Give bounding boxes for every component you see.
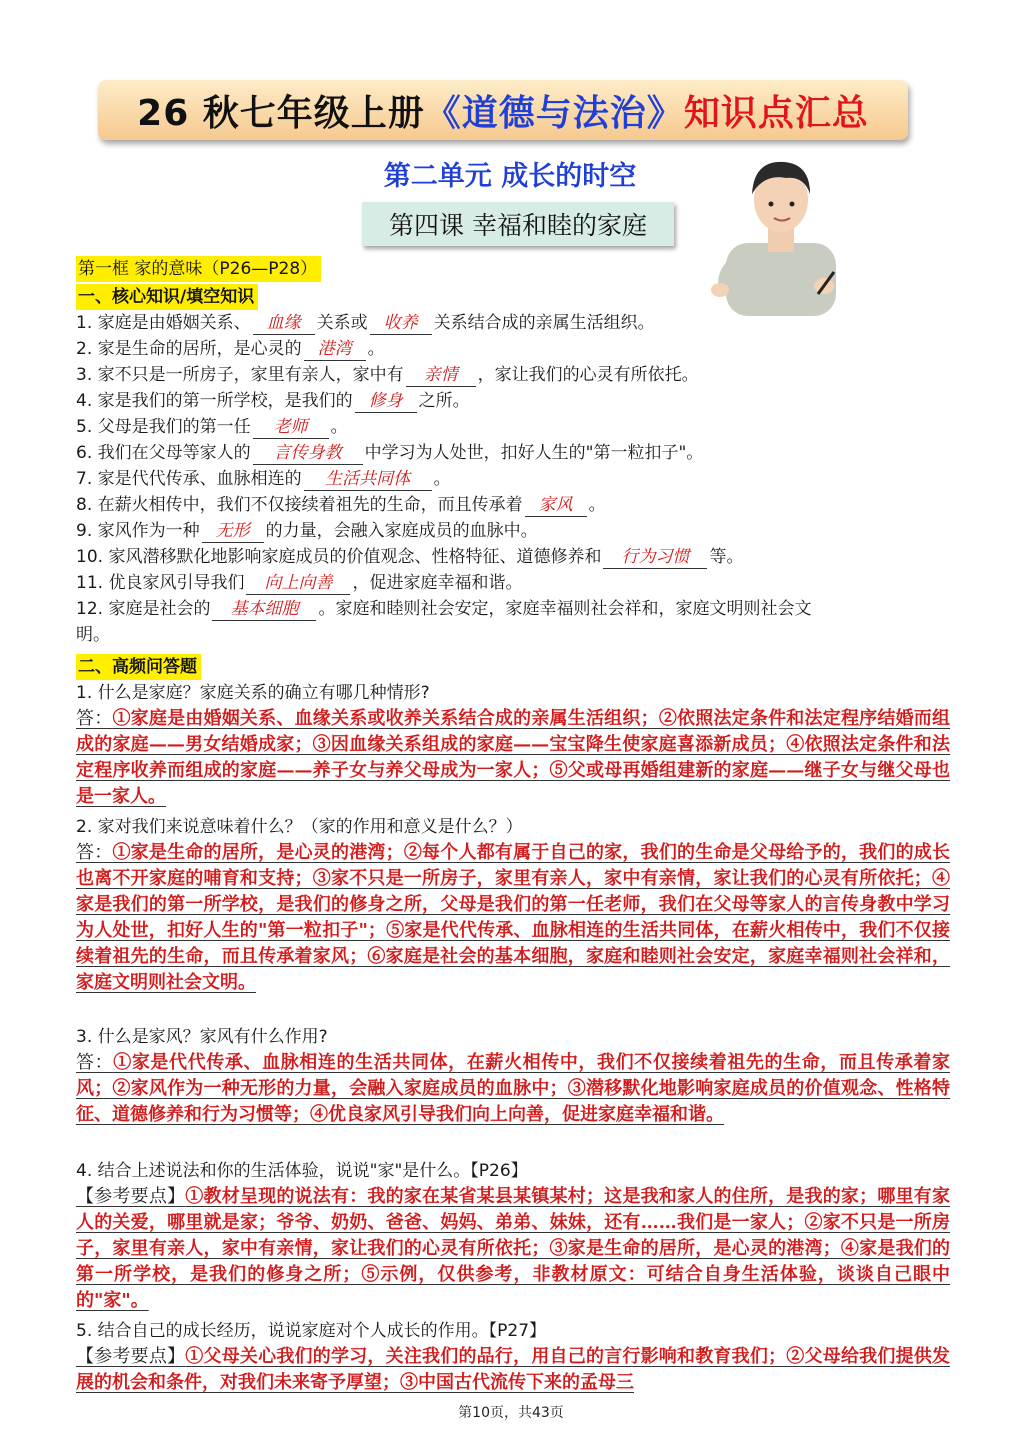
fill-blank: 向上向善 xyxy=(246,572,350,595)
fill-blank: 收养 xyxy=(370,312,432,335)
fill-blank: 修身 xyxy=(355,390,417,413)
fill-blank: 基本细胞 xyxy=(212,598,316,621)
fill-text: 。家庭和睦则社会安定，家庭幸福则社会祥和，家庭文明则社会文 xyxy=(318,599,812,619)
fill-blank: 亲情 xyxy=(406,364,476,387)
qa-answer xyxy=(76,1344,950,1396)
fill-item xyxy=(76,544,950,570)
fill-item xyxy=(76,414,950,440)
fill-text: 。 xyxy=(330,417,348,437)
fill-text: ，促进家庭幸福和谐。 xyxy=(352,573,523,593)
section-qa-title: 二、高频问答题 xyxy=(76,654,201,680)
fill-text: 10. 家风潜移默化地影响家庭成员的价值观念、性格特征、道德修养和 xyxy=(76,547,602,567)
qa-answer xyxy=(76,1184,950,1314)
fill-blank: 行为习惯 xyxy=(603,546,707,569)
fill-item xyxy=(76,492,950,518)
lesson-title: 第四课 幸福和睦的家庭 xyxy=(362,202,674,246)
fill-text: 3. 家不只是一所房子，家里有亲人，家中有 xyxy=(76,365,404,385)
page-number: 第10页，共43页 xyxy=(458,1405,564,1421)
qa-question: 3. 什么是家风？家风有什么作用? xyxy=(76,1027,328,1047)
answer-lead: 【参考要点】 xyxy=(76,1346,186,1367)
qa-question: 1. 什么是家庭？家庭关系的确立有哪几种情形? xyxy=(76,683,430,703)
qa-item xyxy=(76,814,950,1024)
page-banner xyxy=(98,80,908,140)
answer-lead: 【参考要点】 xyxy=(76,1186,186,1207)
fill-text: 1. 家庭是由婚姻关系、 xyxy=(76,313,251,333)
unit-title: 第二单元 成长的时空 xyxy=(383,161,637,192)
fill-blank: 生活共同体 xyxy=(304,468,432,491)
qa-answer xyxy=(76,840,950,996)
fill-text: 。 xyxy=(433,469,451,489)
fill-text: 11. 优良家风引导我们 xyxy=(76,573,245,593)
fill-item xyxy=(76,440,950,466)
answer-text: ①家是代代传承、血脉相连的生活共同体，在薪火相传中，我们不仅接续着祖先的生命，而且传承着家风；②家风作为一种无形的力量，会融入家庭成员的血脉中；③潜移默化地影响家庭成员的价值观念、性格特征、道德修养和行为习惯等；④优良家风引导我们向上向善，促进家庭幸福和谐。 xyxy=(76,1052,950,1125)
banner-grade: 26 秋七年级上册 xyxy=(137,92,425,134)
fill-text: 的力量，会融入家庭成员的血脉中。 xyxy=(265,521,538,541)
answer-text: ①家是生命的居所，是心灵的港湾；②每个人都有属于自己的家，我们的生命是父母给予的，我们的成长也离不开家庭的哺育和支持；③家不只是一所房子，家里有亲人，家中有亲情，家让我们的心灵有所依托；④家是我们的第一所学校，是我们的修身之所，父母是我们的第一任老师，我们在父母等家人的言传身教中学习为人处世，扣好人生的"第一粒扣子"；⑤家是代代传承、血脉相连的生活共同体，在薪火相传中，我们不仅接续着祖先的生命，而且传承着家风；⑥家庭是社会的基本细胞，家庭和睦则社会安定，家庭幸福则社会祥和，家庭文明则社会文明。 xyxy=(76,842,951,993)
answer-text: ①教材呈现的说法有：我的家在某省某县某镇某村；这是我和家人的住所，是我的家；哪里有家人的关爱，哪里就是家；爷爷、奶奶、爸爸、妈妈、弟弟、妹妹，还有……我们是一家人；②家不只是一所房子，家里有亲人，家中有亲情，家让我们的心灵有所依托；③家是生命的居所，是心灵的港湾；④家是我们的第一所学校，是我们的修身之所；⑤示例，仅供参考，非教材原文：可结合自身生活体验，谈谈自己眼中的"家"。 xyxy=(76,1186,951,1311)
answer-lead: 答： xyxy=(76,842,113,863)
qa-item xyxy=(76,1024,950,1156)
banner-subject: 《道德与法治》 xyxy=(424,92,684,134)
fill-text: 9. 家风作为一种 xyxy=(76,521,200,541)
qa-item xyxy=(76,680,950,812)
fill-text: 12. 家庭是社会的 xyxy=(76,599,211,619)
qa-question: 5. 结合自己的成长经历，说说家庭对个人成长的作用。【P27】 xyxy=(76,1321,547,1341)
fill-item xyxy=(76,596,950,622)
fill-item xyxy=(76,388,950,414)
fill-text: 5. 父母是我们的第一任 xyxy=(76,417,251,437)
fill-text: 关系或 xyxy=(316,313,368,333)
fill-item xyxy=(76,310,950,336)
fill-blank: 老师 xyxy=(253,416,329,439)
qa-question: 2. 家对我们来说意味着什么？（家的作用和意义是什么？） xyxy=(76,817,523,837)
fill-text: 4. 家是我们的第一所学校，是我们的 xyxy=(76,391,353,411)
fill-text: 等。 xyxy=(709,547,744,567)
fill-blank: 家风 xyxy=(525,494,587,517)
answer-text: ①父母关心我们的学习，关注我们的品行，用自己的言行影响和教育我们；②父母给我们提供发展的机会和条件，对我们未来寄予厚望；③中国古代流传下来的孟母三 xyxy=(76,1346,950,1393)
fill-item-continuation: 明。 xyxy=(76,625,110,645)
qa-item xyxy=(76,1158,950,1316)
fill-text: 2. 家是生命的居所，是心灵的 xyxy=(76,339,302,359)
fill-text: 7. 家是代代传承、血脉相连的 xyxy=(76,469,302,489)
fill-text: 。 xyxy=(588,495,606,515)
fill-blank: 言传身教 xyxy=(253,442,363,465)
frame-title: 第一框 家的意味（P26—P28） xyxy=(76,256,321,282)
section-core-knowledge-title: 一、核心知识/填空知识 xyxy=(76,284,258,310)
fill-text: ，家让我们的心灵有所依托。 xyxy=(477,365,699,385)
fill-in-list xyxy=(76,310,950,648)
qa-item xyxy=(76,1318,950,1398)
qa-answer xyxy=(76,706,950,810)
fill-text: 之所。 xyxy=(418,391,470,411)
fill-text: 。 xyxy=(367,339,385,359)
fill-text: 8. 在薪火相传中，我们不仅接续着祖先的生命，而且传承着 xyxy=(76,495,523,515)
answer-text: ①家庭是由婚姻关系、血缘关系或收养关系结合成的亲属生活组织；②依照法定条件和法定程序结婚而组成的家庭——男女结婚成家；③因血缘关系组成的家庭——宝宝降生使家庭喜添新成员；④依照法定条件和法定程序收养而组成的家庭——养子女与养父母成为一家人；⑤父或母再婚组建新的家庭——继子女与继父母也是一家人。 xyxy=(76,708,951,807)
qa-question: 4. 结合上述说法和你的生活体验，说说"家"是什么。【P26】 xyxy=(76,1161,528,1181)
fill-text: 关系结合成的亲属生活组织。 xyxy=(433,313,655,333)
fill-blank: 无形 xyxy=(202,520,264,543)
answer-lead: 答： xyxy=(76,708,113,729)
fill-text: 6. 我们在父母等家人的 xyxy=(76,443,251,463)
fill-blank: 港湾 xyxy=(304,338,366,361)
fill-item xyxy=(76,336,950,362)
answer-lead: 答： xyxy=(76,1052,114,1073)
fill-item xyxy=(76,570,950,596)
fill-item xyxy=(76,466,950,492)
student-illustration xyxy=(706,148,856,316)
banner-summary: 知识点汇总 xyxy=(683,92,869,134)
fill-item xyxy=(76,518,950,544)
fill-text: 中学习为人处世，扣好人生的"第一粒扣子"。 xyxy=(364,443,704,463)
fill-blank: 血缘 xyxy=(253,312,315,335)
fill-item xyxy=(76,362,950,388)
qa-answer xyxy=(76,1050,950,1128)
